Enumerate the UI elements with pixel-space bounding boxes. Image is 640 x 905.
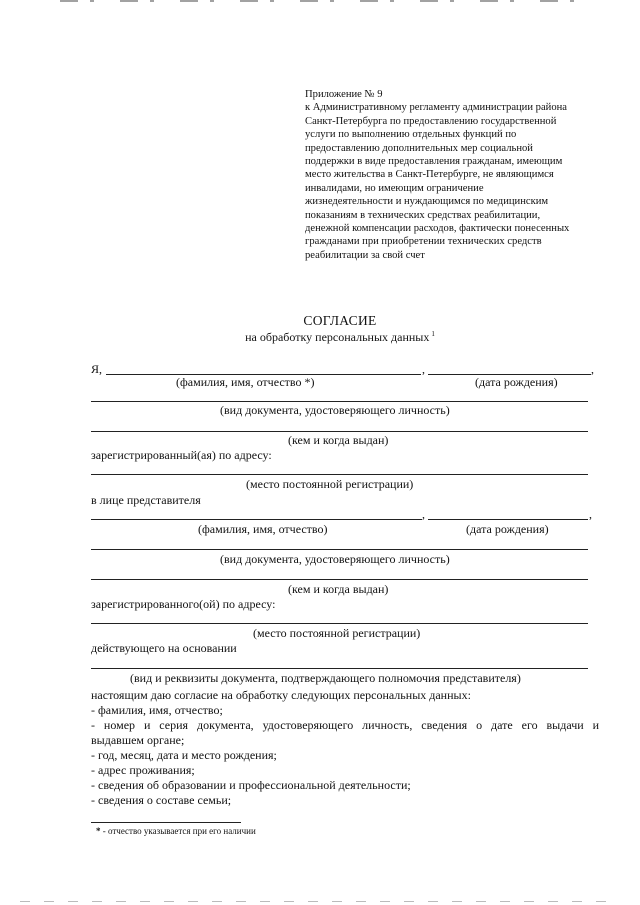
rep-birth-date-field-line[interactable] [428, 519, 588, 520]
caption-fio: (фамилия, имя, отчество *) [176, 375, 315, 389]
appendix-line: реабилитации за свой счет [305, 249, 425, 261]
caption-registration: (место постоянной регистрации) [246, 477, 414, 491]
caption-rep-registration: (место постоянной регистрации) [253, 626, 421, 640]
caption-rep-fio: (фамилия, имя, отчество) [198, 522, 328, 536]
caption-rep-id-document: (вид документа, удостоверяющего личность) [220, 552, 450, 566]
consent-list [91, 688, 599, 808]
id-document-field-line[interactable] [91, 401, 588, 402]
caption-authority-document: (вид и реквизиты документа, подтверждающего полномочия представителя) [130, 671, 521, 685]
rep-issued-by-field-line[interactable] [91, 579, 588, 580]
list-item: - фамилия, имя, отчество; [91, 703, 223, 717]
issued-by-field-line[interactable] [91, 431, 588, 432]
appendix-line: к Административному регламенту администрации района [305, 102, 568, 114]
rep-id-document-field-line[interactable] [91, 549, 588, 550]
appendix-line: предоставлению дополнительных мер социальной [305, 142, 533, 154]
caption-rep-issued-by: (кем и когда выдан) [288, 582, 389, 596]
appendix-line: денежной компенсации расходов, фактически понесенных [305, 223, 570, 235]
document-subtitle [0, 330, 640, 345]
appendix-title: Приложение № 9 [305, 89, 383, 100]
appendix-line: гражданами при приобретении технических средств [305, 236, 542, 248]
appendix-line: поддержки в виде предоставления гражданам, имеющим [305, 156, 563, 168]
consent-intro: настоящим даю согласие на обработку следующих персональных данных: [91, 688, 471, 702]
registered-label: зарегистрированный(ая) по адресу: [91, 448, 272, 462]
acting-basis-label: действующего на основании [91, 641, 237, 655]
caption-id-document: (вид документа, удостоверяющего личность) [220, 403, 450, 417]
footnote [96, 826, 256, 836]
comma: , [422, 362, 425, 376]
footnote-star: * [96, 826, 101, 836]
i-label: Я, [91, 362, 103, 376]
scan-artifact-bottom [20, 901, 620, 902]
representative-label: в лице представителя [91, 493, 201, 507]
registration-address-field-line[interactable] [91, 474, 588, 475]
rep-fio-field-line[interactable] [91, 519, 422, 520]
footnote-text: - отчество указывается при его наличии [100, 826, 256, 836]
appendix-header [305, 88, 605, 262]
caption-birth-date: (дата рождения) [475, 375, 558, 389]
subtitle-text: на обработку персональных данных [245, 330, 430, 344]
list-item: выдавшем органе; [91, 733, 185, 747]
footnote-mark: 1 [431, 330, 435, 338]
list-item: - адрес проживания; [91, 763, 195, 777]
rep-registered-label: зарегистрированного(ой) по адресу: [91, 597, 276, 611]
caption-issued-by: (кем и когда выдан) [288, 433, 389, 447]
appendix-line: Санкт-Петербурга по предоставлению государственной [305, 115, 557, 127]
rep-registration-address-field-line[interactable] [91, 623, 588, 624]
list-item: - сведения о составе семьи; [91, 793, 232, 807]
document-title: СОГЛАСИЕ [303, 313, 377, 328]
comma: , [422, 507, 425, 521]
list-item: - номер и серия документа, удостоверяющего личность, сведения о дате его выдачи и [91, 718, 599, 732]
scan-artifact-top [60, 0, 580, 2]
footnote-divider [91, 822, 241, 823]
appendix-line: показаниям в технических средствах реабилитации, [305, 209, 541, 221]
comma: , [589, 507, 592, 521]
caption-rep-birth-date: (дата рождения) [466, 522, 549, 536]
list-item: - год, месяц, дата и место рождения; [91, 748, 277, 762]
appendix-line: услуги по выполнению отдельных функций по [305, 129, 517, 141]
appendix-line: место жительства в Санкт-Петербурге, не являющимся [305, 169, 554, 181]
appendix-line: инвалидами, но имеющим ограничение [305, 182, 484, 194]
list-item: - сведения об образовании и профессиональной деятельности; [91, 778, 411, 792]
authority-document-field-line[interactable] [91, 668, 588, 669]
comma: , [591, 362, 594, 376]
appendix-line: жизнедеятельности и нуждающимся по медицинским [305, 196, 549, 208]
